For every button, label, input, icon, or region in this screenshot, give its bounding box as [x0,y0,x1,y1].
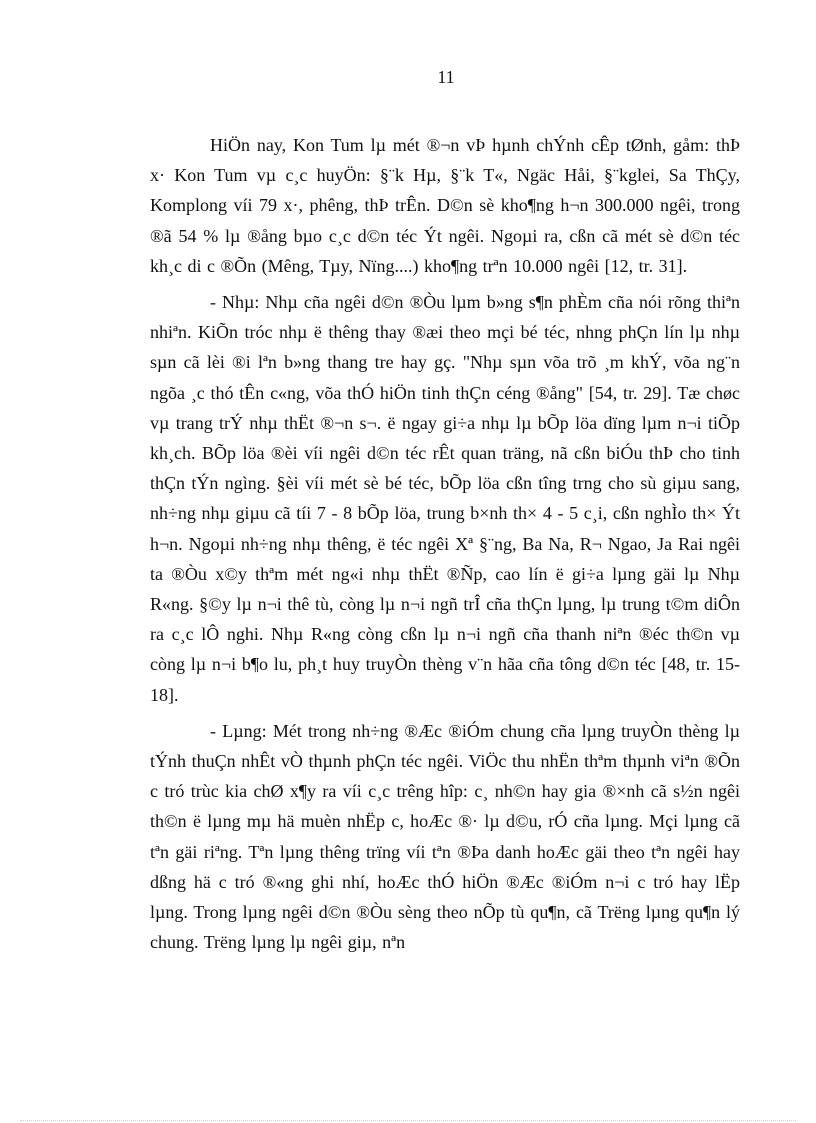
body-text [150,130,740,963]
paragraph-overview: HiÖn nay, Kon Tum lµ mét ®¬n vÞ hµnh chÝnh cÊp tØnh, gåm: thÞ x· Kon Tum vµ c¸c huyÖn: §¨k Hµ, §¨k T«, Ngäc Håi, §¨kglei, Sa ThÇy, Komplong víi 79 x·, phêng, thÞ trÊn. D©n sè kho¶ng h¬n 300.000 ngêi, trong ®ã 54 % lµ ®ång bµo c¸c d©n téc Ýt ngêi. Ngoµi ra, cßn cã mét sè d©n téc kh¸c di c ®Õn (Mêng, Tµy, Nïng....) kho¶ng trªn 10.000 ngêi [12, tr. 31]. [150,135,740,276]
page-number: 11 [437,67,455,87]
page-bottom-divider [20,1120,796,1121]
paragraph-village: - Lµng: Mét trong nh÷ng ®Æc ®iÓm chung cña lµng truyÒn thèng lµ tÝnh thuÇn nhÊt vÒ thµnh phÇn téc ngêi. ViÖc thu nhËn thªm thµnh viªn ®Õn c tró trùc kia chØ x¶y ra víi c¸c trêng hîp: c¸ nh©n hay gia ®×nh cã s½n ngêi th©n ë lµng mµ hä muèn nhËp c, hoÆc ®· lµ d©u, rÓ cña lµng. Mçi lµng cã tªn gäi riªng. Tªn lµng thêng trïng víi tªn ®Þa danh hoÆc gäi theo tªn ngêi hay dßng hä c tró ®«ng ghi nhí, hoÆc thÓ hiÖn ®Æc ®iÓm n¬i c tró hay lËp lµng. Trong lµng ngêi d©n ®Òu sèng theo nÕp tù qu¶n, cã Trëng lµng qu¶n lý chung. Trëng lµng lµ ngêi giµ, nªn [150,720,740,953]
paragraph-house: - Nhµ: Nhµ cña ngêi d©n ®Òu lµm b»ng s¶n phÈm cña nói rõng thiªn nhiªn. KiÕn tróc nhµ ë thêng thay ®æi theo mçi bé téc, nhng phÇn lín lµ nhµ sµn cã lèi ®i lªn b»ng thang tre hay gç. "Nhµ sµn võa trõ ¸m khÝ, võa ng¨n ngõa ¸c thó tÊn c«ng, võa thÓ hiÖn tinh thÇn céng ®ång" [54, tr. 29]. Tæ chøc vµ trang trÝ nhµ thËt ®¬n s¬. ë ngay gi÷a nhµ lµ bÕp löa dïng lµm n¬i tiÕp kh¸ch. BÕp löa ®èi víi ngêi d©n téc rÊt quan träng, nã cßn biÓu thÞ cho tinh thÇn tÝn ngìng. §èi víi mét sè bé téc, bÕp löa cßn tîng trng cho sù giµu sang, nh÷ng nhµ giµu cã tíi 7 - 8 bÕp löa, trung b×nh th× 4 - 5 c¸i, cßn nghÌo th× Ýt h¬n. Ngoµi nh÷ng nhµ thêng, ë téc ngêi Xª §¨ng, Ba Na, R¬ Ngao, Ja Rai ngêi ta ®Òu x©y thªm mét ng«i nhµ thËt ®Ñp, cao lín ë gi÷a lµng gäi lµ Nhµ R«ng. §©y lµ n¬i thê tù, còng lµ n¬i ngñ trÎ cña thÇn lµng, lµ trung t©m diÔn ra c¸c lÔ nghi. Nhµ R«ng còng cßn lµ n¬i ngñ cña thanh niªn ®éc th©n vµ còng lµ n¬i b¶o lu, ph¸t huy truyÒn thèng v¨n hãa cña tông d©n téc [48, tr. 15-18]. [150,292,740,705]
